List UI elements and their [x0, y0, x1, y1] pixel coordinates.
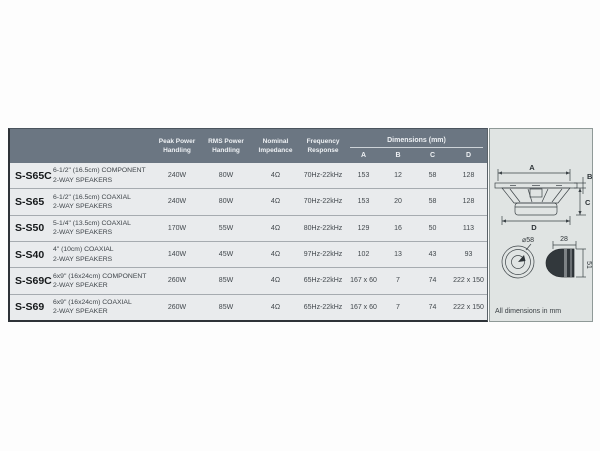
rms-power-value: 85W — [218, 303, 234, 311]
table-row — [10, 241, 487, 267]
header-frequency-line1: Frequency — [306, 138, 340, 146]
tweeter-side-view — [546, 241, 586, 277]
header-frequency-line2: Response — [307, 146, 339, 154]
model-description — [53, 193, 153, 211]
dimension-b-value: 16 — [394, 224, 402, 232]
peak-power-value: 260W — [167, 303, 187, 311]
model-description-line1: 6x9" (16x24cm) COAXIAL — [53, 299, 132, 307]
table-body — [10, 163, 487, 320]
peak-power-value: 260W — [167, 277, 187, 285]
dimension-b-value: 20 — [394, 198, 402, 206]
dimension-c-value: 74 — [428, 277, 437, 285]
dimension-d-value: 222 x 150 — [453, 303, 484, 311]
model-description — [53, 219, 153, 237]
tweeter-height-label: 51 — [585, 261, 592, 269]
dim-b-label: B — [587, 172, 592, 181]
model-name: S-S40 — [15, 248, 45, 261]
model-description-line2: 2-WAY SPEAKERS — [53, 202, 113, 210]
rms-power-value: 85W — [218, 277, 234, 285]
header-rms-power — [201, 129, 251, 163]
header-impedance-line1: Nominal — [262, 138, 289, 146]
dimension-c-value: 58 — [428, 198, 437, 206]
peak-power-value: 240W — [167, 172, 187, 180]
rms-power-value: 55W — [218, 224, 234, 232]
frequency-response-value: 80Hz-22kHz — [303, 224, 343, 232]
table-row — [10, 215, 487, 241]
frequency-response-value: 65Hz-22kHz — [303, 277, 343, 285]
rms-power-value: 80W — [218, 172, 234, 180]
dimension-b-value: 7 — [396, 303, 400, 311]
dimension-d-value: 93 — [464, 251, 473, 259]
dimension-b-value: 7 — [396, 277, 400, 285]
model-description-line1: 6-1/2" (16.5cm) COAXIAL — [53, 193, 131, 201]
model-name: S-S65 — [15, 195, 45, 208]
frequency-response-value: 97Hz-22kHz — [303, 251, 343, 259]
header-peak-power — [153, 129, 201, 163]
model-description — [53, 166, 153, 184]
dimension-a-value: 129 — [357, 224, 370, 232]
table-row — [10, 294, 487, 320]
dimension-d-value: 113 — [462, 224, 475, 232]
peak-power-value: 170W — [167, 224, 187, 232]
model-name: S-S50 — [15, 222, 45, 235]
header-dim-d: D — [465, 151, 472, 159]
header-peak-power-line1: Peak Power — [158, 138, 196, 146]
model-description — [53, 298, 153, 316]
dim-c-label: C — [585, 198, 591, 207]
dimension-a-value: 102 — [357, 251, 370, 259]
model-name: S-S69C — [15, 274, 52, 287]
dimension-c-value: 58 — [428, 172, 437, 180]
rms-power-value: 80W — [218, 198, 234, 206]
model-name: S-S65C — [15, 169, 52, 182]
dimension-a-value: 167 x 60 — [350, 303, 377, 311]
dimension-d-value: 128 — [462, 172, 475, 180]
header-impedance-line2: Impedance — [258, 146, 293, 154]
impedance-value: 4Ω — [270, 172, 281, 180]
tweeter-front-view — [502, 244, 534, 278]
dimension-c-value: 50 — [428, 224, 437, 232]
model-description — [53, 272, 153, 290]
model-description-line2: 2-WAY SPEAKERS — [53, 229, 113, 237]
dimension-d-value: 222 x 150 — [453, 277, 484, 285]
header-dim-a: A — [360, 151, 367, 159]
dimension-b-value: 12 — [394, 172, 402, 180]
rms-power-value: 45W — [218, 251, 234, 259]
dimension-diagram-panel — [489, 128, 593, 322]
model-description-line1: 4" (10cm) COAXIAL — [53, 246, 114, 254]
header-dim-b: B — [395, 151, 401, 159]
dimension-c-value: 43 — [428, 251, 437, 259]
header-model-spacer — [10, 129, 153, 163]
model-description-line2: 2-WAY SPEAKER — [53, 281, 108, 289]
frequency-response-value: 70Hz-22kHz — [303, 198, 343, 206]
model-description-line2: 2-WAY SPEAKERS — [53, 176, 113, 184]
header-rms-power-line1: RMS Power — [208, 138, 244, 146]
header-dimensions-group — [346, 129, 487, 163]
header-rms-power-line2: Handling — [212, 146, 240, 154]
model-description-line2: 2-WAY SPEAKER — [53, 308, 108, 316]
dimension-d-value: 128 — [462, 198, 475, 206]
header-impedance — [251, 129, 300, 163]
table-header-row — [10, 129, 487, 163]
impedance-value: 4Ω — [270, 224, 281, 232]
header-dimensions-title: Dimensions (mm) — [387, 136, 446, 144]
frequency-response-value: 65Hz-22kHz — [303, 303, 343, 311]
speaker-spec-table — [8, 128, 488, 322]
tweeter-diameter-label: ⌀58 — [522, 237, 535, 244]
model-name: S-S69 — [15, 301, 45, 314]
model-description-line1: 6x9" (16x24cm) COMPONENT — [53, 272, 147, 280]
dimension-a-value: 167 x 60 — [350, 277, 377, 285]
model-description-line1: 5-1/4" (13.5cm) COAXIAL — [53, 220, 131, 228]
tweeter-depth-label: 28 — [560, 236, 568, 243]
dimension-a-value: 153 — [357, 172, 370, 180]
impedance-value: 4Ω — [270, 303, 281, 311]
dim-d-label: D — [531, 223, 537, 232]
dimension-b-value: 13 — [394, 251, 402, 259]
header-frequency — [300, 129, 346, 163]
header-dim-c: C — [429, 151, 436, 159]
model-description-line1: 6-1/2" (16.5cm) COMPONENT — [53, 167, 146, 175]
impedance-value: 4Ω — [270, 277, 281, 285]
peak-power-value: 140W — [167, 251, 187, 259]
dim-a-label: A — [529, 163, 535, 172]
dimension-a-value: 153 — [357, 198, 370, 206]
speaker-cross-section — [495, 183, 577, 215]
peak-power-value: 240W — [167, 198, 187, 206]
frequency-response-value: 70Hz-22kHz — [303, 172, 343, 180]
model-description — [53, 245, 153, 263]
dimension-c-value: 74 — [428, 303, 437, 311]
model-description-line2: 2-WAY SPEAKERS — [53, 255, 113, 263]
table-row — [10, 163, 487, 188]
table-row — [10, 267, 487, 293]
header-peak-power-line2: Handling — [163, 146, 191, 154]
speaker-dimension-diagram — [490, 129, 592, 321]
dimensions-footnote: All dimensions in mm — [495, 308, 562, 315]
impedance-value: 4Ω — [270, 251, 281, 259]
table-row — [10, 188, 487, 214]
impedance-value: 4Ω — [270, 198, 281, 206]
